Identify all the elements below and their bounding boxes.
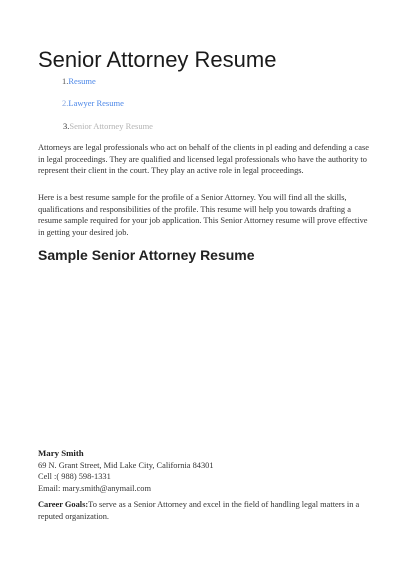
sample-description-paragraph: Here is a best resume sample for the profile of a Senior Attorney. You will find all the skills, qualifications and responsibilities of the profile. This resume will help you towards drafting a resume sample required for your job application. This Senior Attorney resume will prove effective in getting your desired job.: [38, 193, 368, 237]
toc-number: 3.: [63, 121, 70, 131]
toc-link-resume[interactable]: Resume: [68, 76, 96, 86]
toc-link-lawyer-resume[interactable]: Lawyer Resume: [68, 98, 124, 108]
toc-number: 1.: [62, 76, 69, 86]
toc-item-resume[interactable]: [62, 75, 96, 87]
career-goals-text: To serve as a Senior Attorney and excel in the field of handling legal matters in a reputed organization.: [38, 500, 360, 521]
contact-email: Email: mary.smith@anymail.com: [38, 483, 151, 493]
toc-link-senior-attorney-resume[interactable]: Senior Attorney Resume: [69, 121, 153, 131]
career-goals: [38, 499, 370, 522]
contact-cell: Cell :( 988) 598-1331: [38, 472, 111, 481]
contact-name: Mary Smith: [38, 448, 84, 458]
contact-address: 69 N. Grant Street, Mid Lake City, California 84301: [38, 460, 214, 470]
intro-paragraph: Attorneys are legal professionals who act on behalf of the clients in pl eading and defending a case in legal proceedings. They are qualified and licensed legal professionals who have the authority to represent their client in the court. They play an active role in legal proceedings.: [38, 143, 369, 175]
document-title: Senior Attorney Resume: [38, 47, 277, 72]
toc-number: 2.: [62, 98, 69, 108]
career-goals-label: Career Goals:: [38, 500, 89, 509]
section-heading: Sample Senior Attorney Resume: [38, 247, 255, 263]
toc-item-lawyer-resume[interactable]: [62, 97, 124, 109]
toc-item-senior-attorney-resume[interactable]: [63, 120, 153, 132]
contact-block: [38, 448, 214, 494]
